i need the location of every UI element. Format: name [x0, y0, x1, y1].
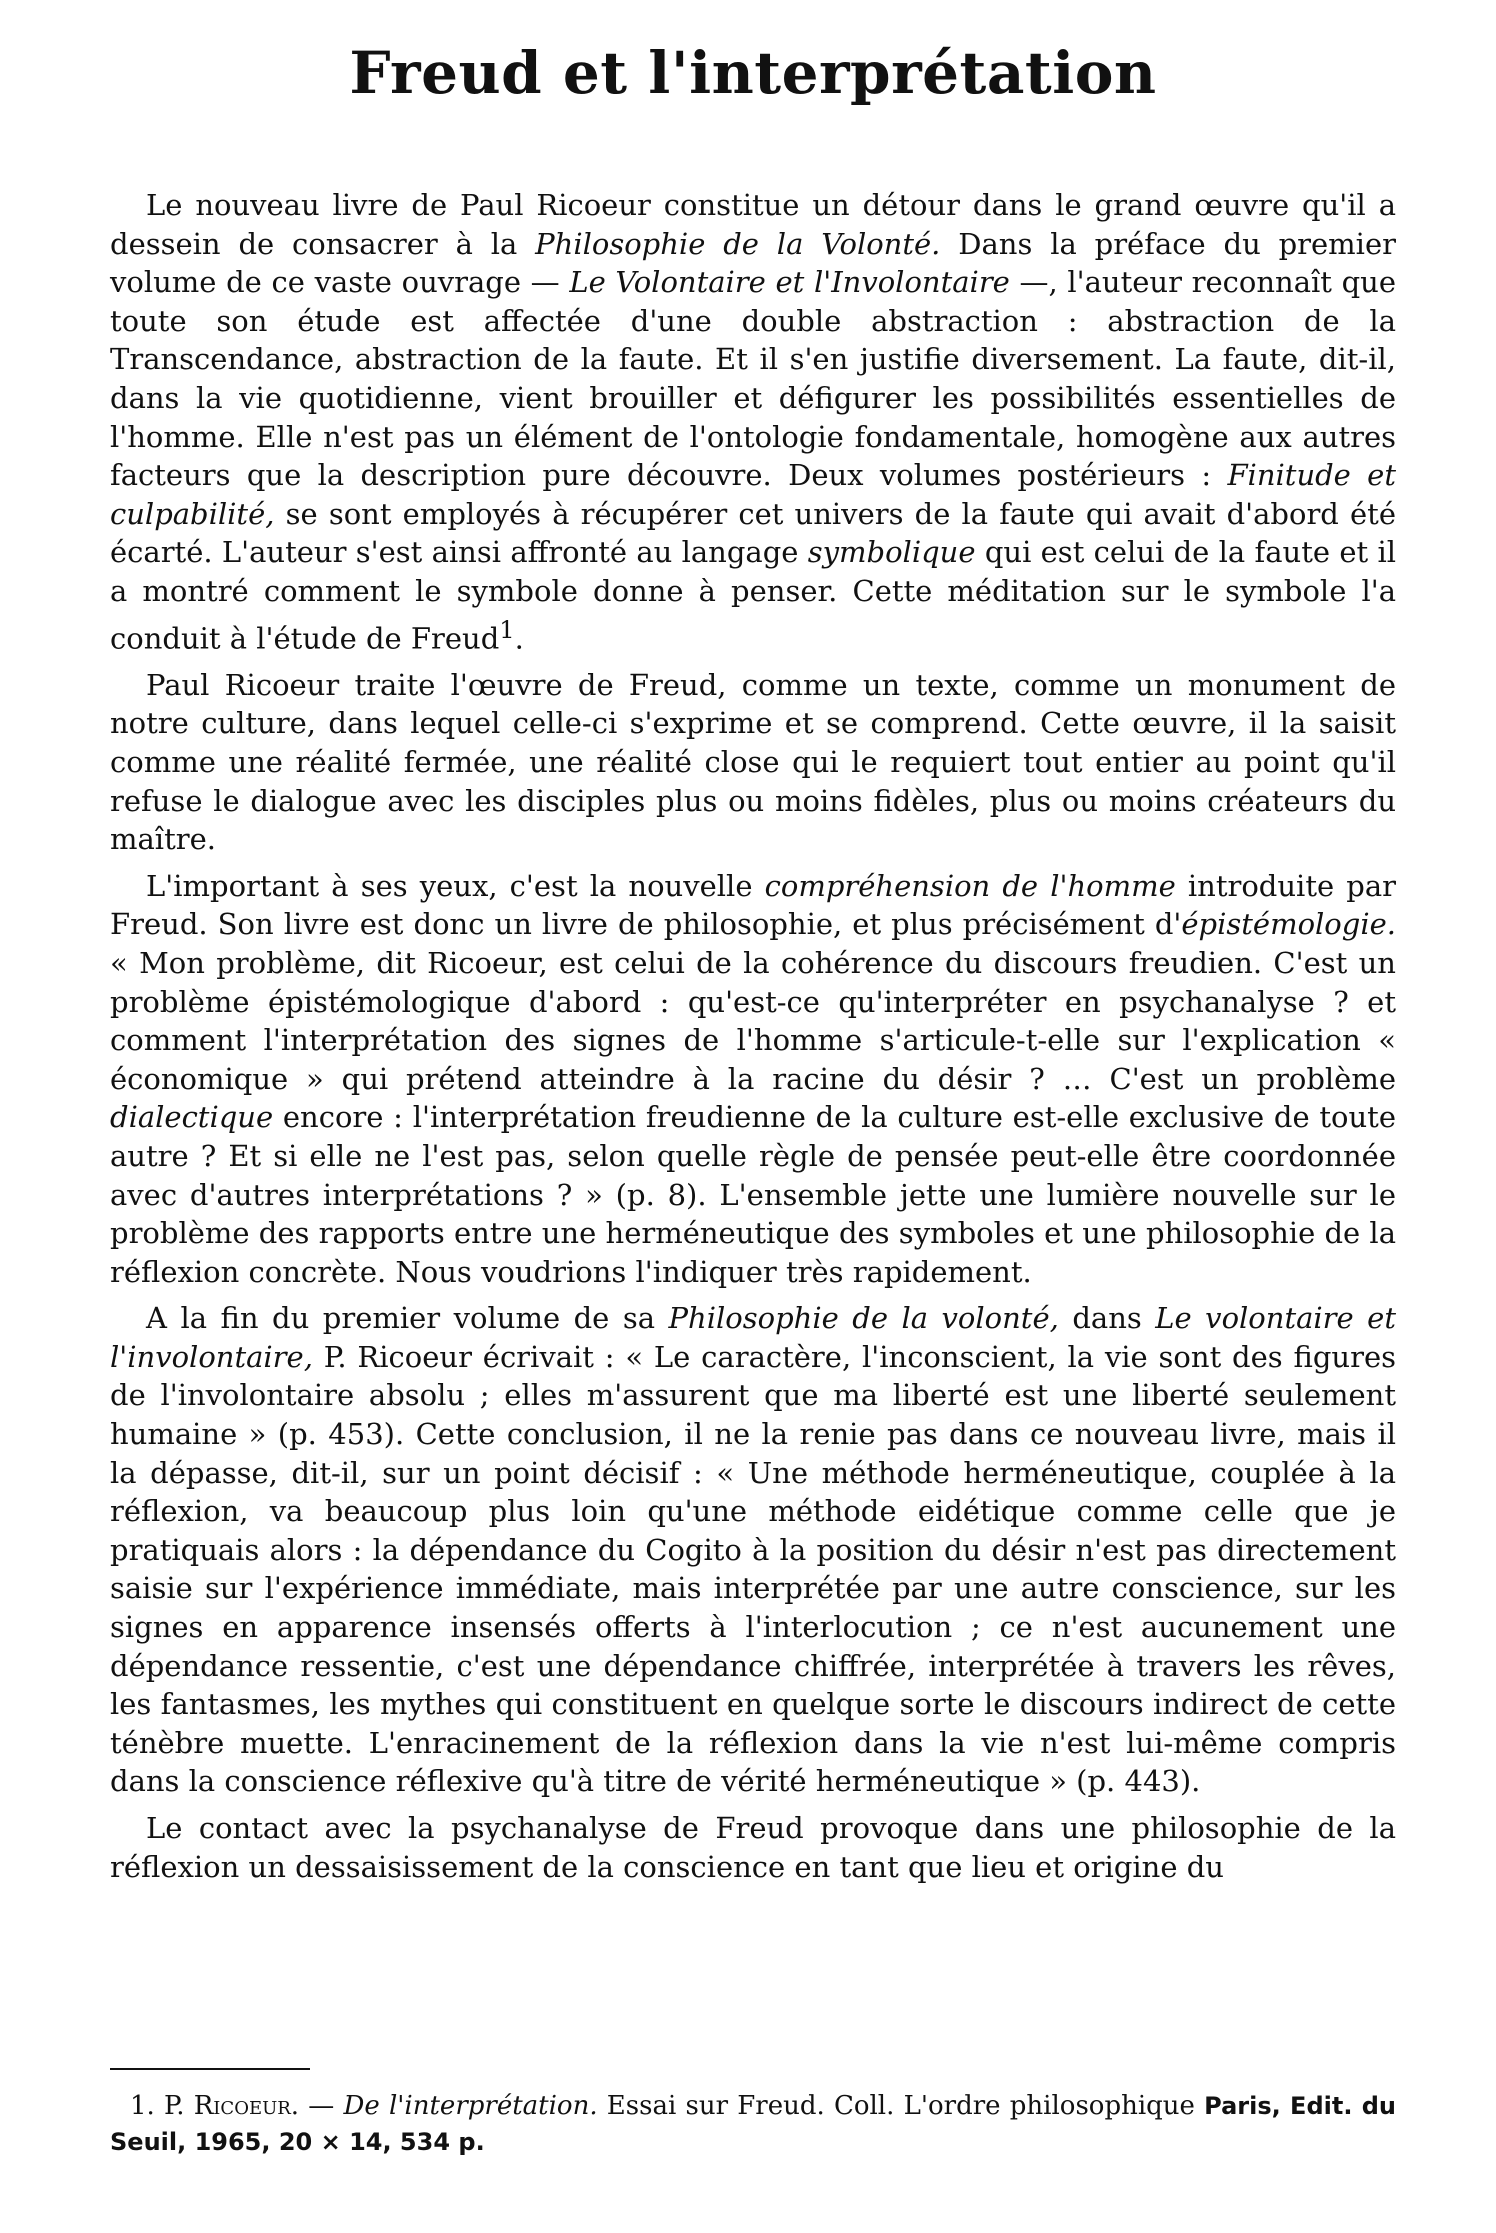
italic-run: Le Volontaire et l'Involontaire	[569, 265, 1010, 300]
footnote-text: Essai sur Freud. Coll. L'ordre philosophique	[597, 2091, 1205, 2121]
text-run: se sont employés à récupérer cet univers de la faute qui avait d'abord été écarté. L'auteur s'est ainsi affronté au langage	[110, 496, 1396, 570]
text-run: Le nouveau livre de Paul Ricoeur constitue un détour dans le grand œuvre qu'il a dessein de consacrer à la	[110, 188, 1396, 261]
text-run: P. Ricoeur écrivait : « Le caractère, l'inconscient, la vie sont des figures de l'involontaire absolu ; elles m'assurent que ma liberté est une liberté seulement humaine » (p. 453). Cette conclusion, il ne la renie pas dans ce nouveau livre, mais il la dépasse, dit-il, sur un point décisif : « Une méthode herméneutique, couplée à la réflexion, va beaucoup plus loin qu'une méthode eidétique comme celle que je pratiquais alors : la dépendance du Cogito à la position du désir n'est pas directement saisie sur l'expérience immédiate, mais interprétée par une autre conscience, sur les signes en apparence insensés offerts à l'interlocution ; ce n'est aucunement une dépendance ressentie, c'est une dépendance chiffrée, interprétée à travers les rêves, les fantasmes, les mythes qui constituent en quelque sorte le discours indirect de cette ténèbre muette. L'enracinement de la réflexion dans la vie n'est lui-même compris dans la conscience réflexive qu'à titre de vérité herméneutique » (p. 443).	[110, 1339, 1396, 1799]
article-title: Freud et l'interprétation	[349, 39, 1157, 107]
footnote-number: 1.	[130, 2091, 165, 2121]
italic-run: Philosophie de la Volonté.	[535, 226, 941, 261]
italic-run: Le volontaire et l'involontaire,	[110, 1301, 1397, 1374]
text-run: qui est celui de la faute et il a montré comment le symbole donne à penser. Cette méditation sur le symbole l'a conduit à l'étude de Freud	[110, 535, 1397, 656]
footnote-author: P. Ricoeur.	[164, 2091, 300, 2121]
italic-run: Finitude et culpabilité,	[110, 458, 1396, 531]
paragraph-3	[110, 867, 1396, 1292]
text-run: dans	[1058, 1301, 1156, 1336]
italic-run: symbolique	[807, 535, 976, 570]
footnote-publisher: Paris, Edit. du Seuil, 1965, 20 × 14, 534 p.	[110, 2092, 1397, 2156]
italic-run: dialectique	[110, 1100, 274, 1135]
italic-run: épistémologie.	[1181, 907, 1396, 942]
paragraph-5: Le contact avec la psychanalyse de Freud provoque dans une philosophie de la réflexion un dessaisissement de la conscience en tant que lieu et origine du	[110, 1811, 1396, 1884]
paragraph-4	[110, 1299, 1396, 1801]
footnote-1	[110, 2088, 1396, 2160]
paragraph-2: Paul Ricoeur traite l'œuvre de Freud, comme un texte, comme un monument de notre culture, dans lequel celle-ci s'exprime et se comprend. Cette œuvre, il la saisit comme une réalité fermée, une réalité close qui le requiert tout entier au point qu'il refuse le dialogue avec les disciples plus ou moins fidèles, plus ou moins créateurs du maître.	[110, 667, 1396, 857]
article-body	[110, 186, 1396, 1886]
text-run: encore : l'interprétation freudienne de la culture est-elle exclusive de toute autre ? Et si elle ne l'est pas, selon quelle règle de pensée peut-elle être coordonnée avec d'autres interprétations ? » (p. 8). L'ensemble jette une lumière nouvelle sur le problème des rapports entre une herméneutique des symboles et une philosophie de la réflexion concrète. Nous voudrions l'indiquer très rapidement.	[110, 1100, 1396, 1289]
text-run: —, l'auteur reconnaît que toute son étude est affectée d'une double abstraction : abstraction de la Transcendance, abstraction de la faute. Et il s'en justifie diversement. La faute, dit-il, dans la vie quotidienne, vient brouiller et défigurer les possibilités essentielles de l'homme. Elle n'est pas un élément de l'ontologie fondamentale, homogène aux autres facteurs que la description pure découvre. Deux volumes postérieurs :	[110, 265, 1396, 493]
paragraph-1	[110, 186, 1396, 658]
footnote-divider	[110, 2068, 310, 2070]
footnote-ref: 1	[499, 615, 515, 644]
text-run: Dans la préface du premier volume de ce vaste ouvrage —	[110, 226, 1396, 300]
text-run: introduite par Freud. Son livre est donc un livre de philosophie, et plus précisément d'	[110, 868, 1396, 942]
text-run: L'important à ses yeux, c'est la nouvelle	[146, 868, 765, 903]
text-run: .	[514, 621, 524, 656]
footnote-book-title: De l'interprétation.	[343, 2091, 598, 2121]
text-run: « Mon problème, dit Ricoeur, est celui de la cohérence du discours freudien. C'est un problème épistémologique d'abord : qu'est-ce qu'interpréter en psychanalyse ? et comment l'interprétation des signes de l'homme s'articule-t-elle sur l'explication « économique » qui prétend atteindre à la racine du désir ? … C'est un problème	[110, 945, 1396, 1096]
footnote-dash: —	[299, 2091, 344, 2121]
italic-run: Philosophie de la volonté,	[668, 1301, 1059, 1336]
italic-run: compréhension de l'homme	[764, 868, 1176, 903]
text-run: A la fin du premier volume de sa	[146, 1301, 669, 1336]
